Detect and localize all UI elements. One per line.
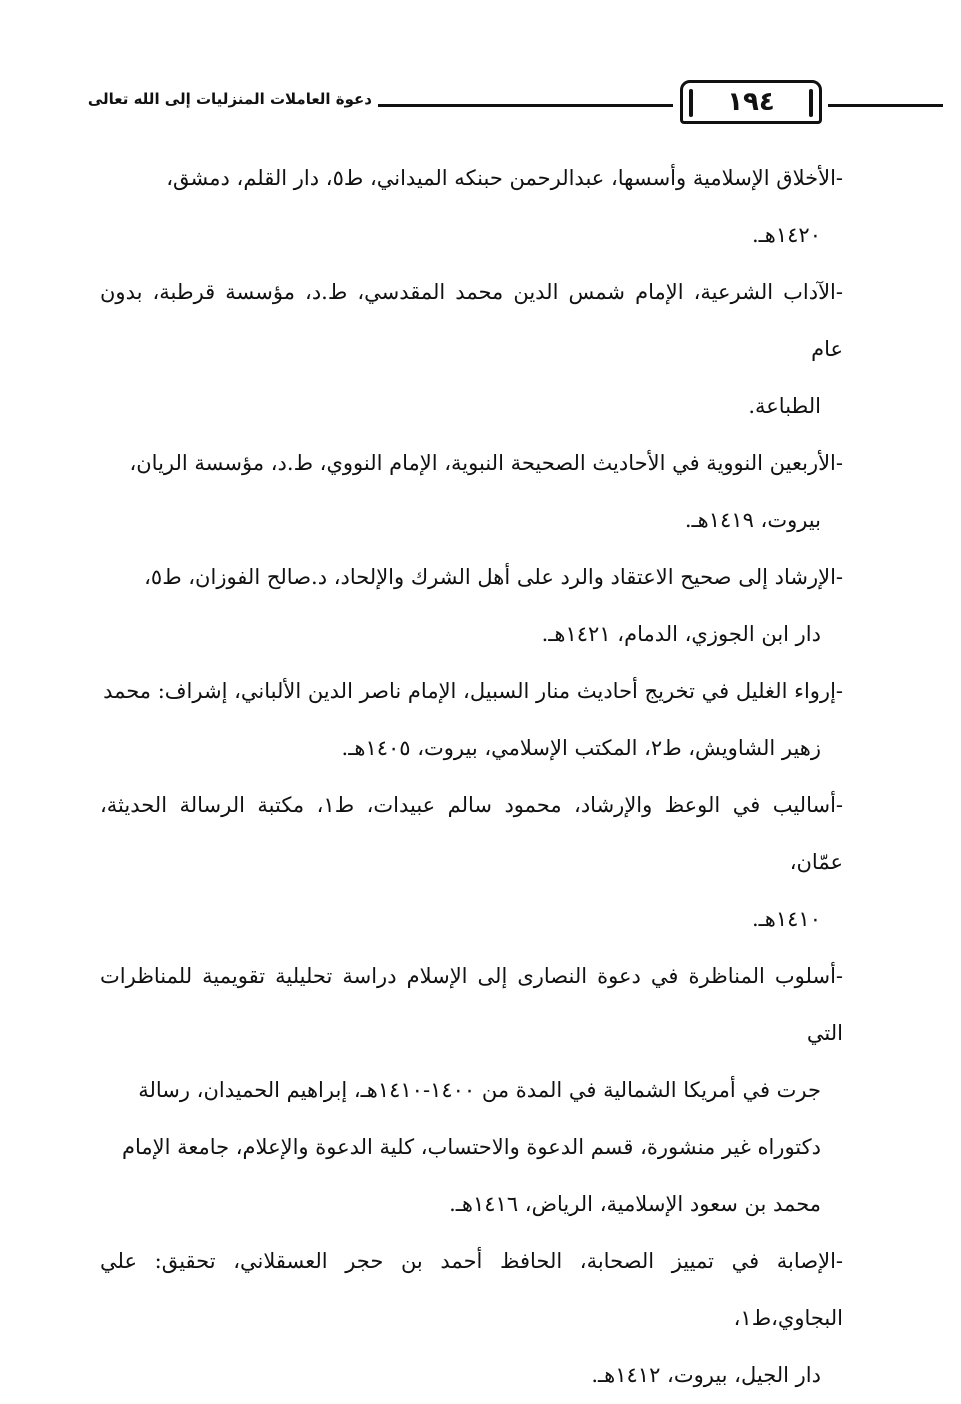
entry-line: بيروت، ١٤١٩هـ.: [684, 508, 821, 532]
header-rule-right: [828, 104, 943, 107]
bibliography-entry: [100, 777, 843, 948]
page-header: [87, 80, 843, 124]
entry-line: زهير الشاويش، ط٢، المكتب الإسلامي، بيروت، ١٤٠٥هـ.: [341, 736, 821, 760]
running-title: دعوة العاملات المنزليات إلى الله تعالى: [87, 90, 372, 108]
entry-line: -إرواء الغليل في تخريج أحاديث منار السبيل، الإمام ناصر الدين الألباني، إشراف: محمد: [103, 679, 843, 703]
entry-line: -أساليب في الوعظ والإرشاد، محمود سالم عبيدات، ط١، مكتبة الرسالة الحديثة، عمّان،: [100, 793, 843, 874]
bibliography-entry: [100, 150, 843, 264]
bibliography-entry: [100, 549, 843, 663]
entry-line: محمد بن سعود الإسلامية، الرياض، ١٤١٦هـ.: [449, 1192, 821, 1216]
entry-line: -الأربعين النووية في الأحاديث الصحيحة النبوية، الإمام النووي، ط.د، مؤسسة الريان،: [129, 451, 843, 475]
bibliography-entry: [100, 435, 843, 549]
entry-line: دار ابن الجوزي، الدمام، ١٤٢١هـ.: [541, 622, 821, 646]
entry-line: -الأخلاق الإسلامية وأسسها، عبدالرحمن حبنكه الميداني، ط٥، دار القلم، دمشق،: [166, 166, 843, 190]
bibliography-entry: [100, 264, 843, 435]
entry-line: -أسلوب المناظرة في دعوة النصارى إلى الإسلام دراسة تحليلية تقويمية للمناظرات التي: [100, 964, 843, 1045]
entry-line: الطباعة.: [748, 394, 821, 418]
entry-line: ١٤٢٠هـ.: [751, 223, 821, 247]
page-number: ١٩٤: [680, 80, 822, 124]
bibliography-entry: [100, 663, 843, 777]
bibliography-entry: [100, 948, 843, 1233]
entry-line: -الآداب الشرعية، الإمام شمس الدين محمد المقدسي، ط.د، مؤسسة قرطبة، بدون عام: [100, 280, 843, 361]
entry-line: جرت في أمريكا الشمالية في المدة من ١٤٠٠-١٤١٠هـ، إبراهيم الحميدان، رسالة: [138, 1078, 821, 1102]
bibliography-list: [100, 150, 843, 1404]
entry-line: ١٤١٠هـ.: [751, 907, 821, 931]
entry-line: دكتوراه غير منشورة، قسم الدعوة والاحتساب، كلية الدعوة والإعلام، جامعة الإمام: [121, 1135, 821, 1159]
entry-line: دار الجيل، بيروت، ١٤١٢هـ.: [591, 1363, 821, 1387]
entry-line: -الإرشاد إلى صحيح الاعتقاد والرد على أهل الشرك والإلحاد، د.صالح الفوزان، ط٥،: [144, 565, 843, 589]
bibliography-entry: [100, 1233, 843, 1404]
entry-line: -الإصابة في تمييز الصحابة، الحافظ أحمد بن حجر العسقلاني، تحقيق: علي البجاوي،ط١،: [100, 1249, 843, 1330]
header-rule-left: [378, 104, 673, 107]
